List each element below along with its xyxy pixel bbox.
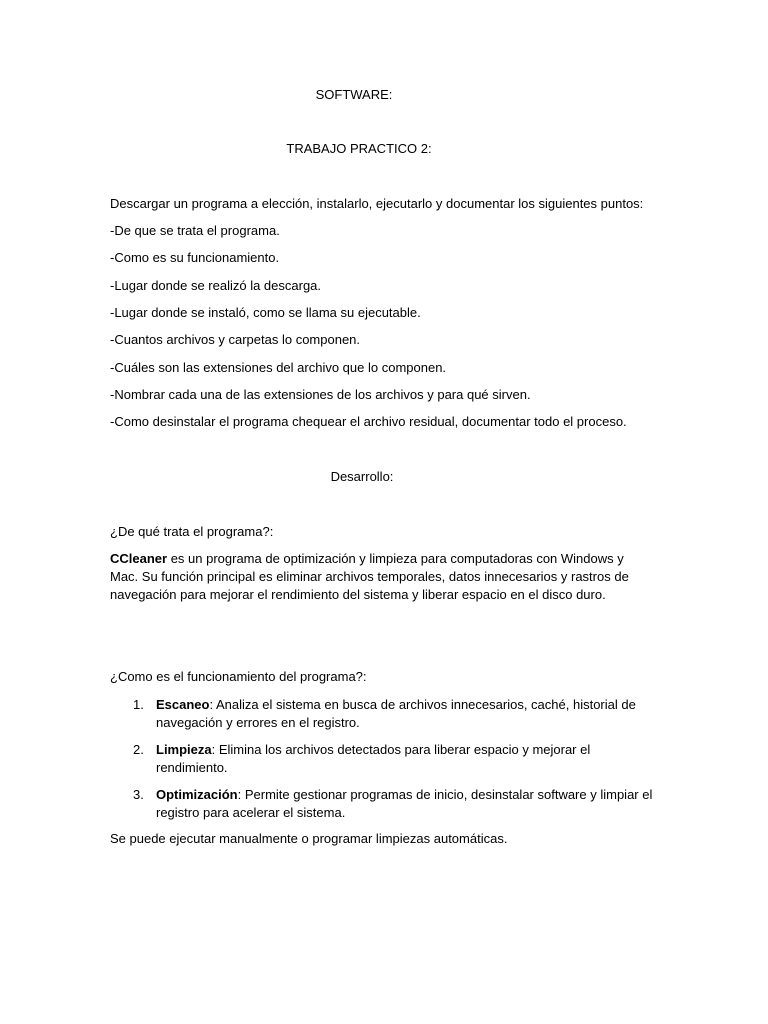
list-item-label: Optimización [156,787,238,802]
closing-paragraph: Se puede ejecutar manualmente o programar limpiezas automáticas. [110,831,508,846]
list-item-text [156,786,656,822]
requirement-item: -Cuantos archivos y carpetas lo componen. [110,332,361,347]
development-heading: Desarrollo: [330,469,394,484]
list-item-label: Escaneo [156,697,210,712]
list-item-text [156,741,656,777]
list-item-number: 1. [133,697,144,712]
requirement-item: -Nombrar cada una de las extensiones de los archivos y para qué sirven. [110,387,531,402]
answer-1-text: es un programa de optimización y limpieza para computadoras con Windows y Mac. Su función principal es eliminar archivos temporales, datos innecesarios y rastros de navegación para mejorar el rendimiento del sistema y liberar espacio en el disco duro. [110,551,629,602]
requirement-item: -De que se trata el programa. [110,223,280,238]
requirement-item: -Lugar donde se instaló, como se llama su ejecutable. [110,305,421,320]
program-name: CCleaner [110,551,168,566]
document-subtitle: TRABAJO PRACTICO 2: [286,141,432,156]
list-item-description: : Elimina los archivos detectados para liberar espacio y mejorar el rendimiento. [156,742,591,775]
requirement-item: -Como desinstalar el programa chequear el archivo residual, documentar todo el proceso. [110,414,627,429]
document-title: SOFTWARE: [315,87,393,102]
question-2: ¿Como es el funcionamiento del programa?: [110,669,367,684]
list-item-number: 2. [133,742,144,757]
list-item-number: 3. [133,787,144,802]
list-item-description: : Permite gestionar programas de inicio, desinstalar software y limpiar el registro para acelerar el sistema. [156,787,653,820]
intro-paragraph: Descargar un programa a elección, instalarlo, ejecutarlo y documentar los siguientes puntos: [110,196,644,211]
list-item-text [156,696,656,732]
answer-1-paragraph [110,550,655,604]
requirement-item: -Como es su funcionamiento. [110,250,280,265]
question-1: ¿De qué trata el programa?: [110,524,274,539]
list-item-label: Limpieza [156,742,212,757]
requirement-item: -Lugar donde se realizó la descarga. [110,278,322,293]
requirement-item: -Cuáles son las extensiones del archivo que lo componen. [110,360,447,375]
list-item-description: : Analiza el sistema en busca de archivos innecesarios, caché, historial de navegación y errores en el registro. [156,697,636,730]
